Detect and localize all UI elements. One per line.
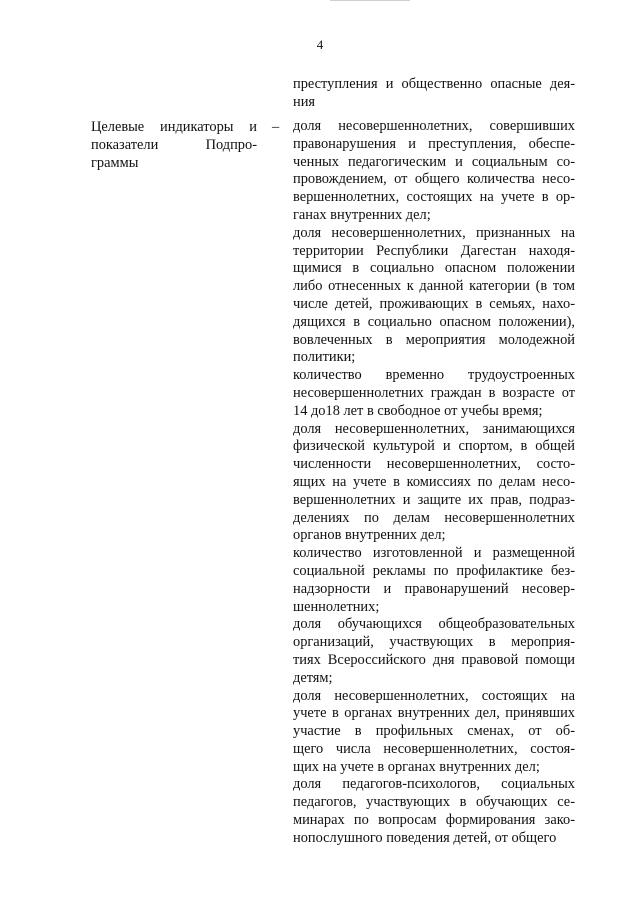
- row-label: [91, 118, 257, 173]
- indicator-line: ящих на учете в комиссиях по делам несо-: [293, 473, 575, 490]
- indicator-item: [293, 776, 575, 847]
- indicator-line: минарах по вопросам формирования зако-: [293, 812, 575, 829]
- row-label-line: Целевые индикаторы и: [91, 119, 257, 135]
- indicator-item: [293, 225, 575, 367]
- indicator-line: доля обучающихся общеобразовательных: [293, 616, 575, 633]
- list-dash: –: [272, 119, 280, 135]
- indicator-line: количество временно трудоустроенных: [293, 367, 575, 384]
- indicator-line: доля несовершеннолетних, совершивших: [293, 118, 575, 134]
- indicator-line: провождением, от общего количества несо-: [293, 171, 575, 188]
- indicator-line: педагогов, участвующих в обучающих се-: [293, 794, 575, 811]
- indicator-item: [293, 118, 575, 225]
- indicator-line: вовлеченных в мероприятия молодежной: [293, 331, 575, 348]
- continuation-line: преступления и общественно опасные дея-: [293, 76, 575, 92]
- indicator-line: организаций, участвующих в мероприя-: [293, 634, 575, 651]
- row-label-line: показатели Подпро-: [91, 137, 257, 154]
- indicator-line: детям;: [293, 669, 333, 686]
- indicator-line: щего числа несовершеннолетних, состоя-: [293, 740, 575, 757]
- indicator-line: участие в профильных сменах, от об-: [293, 723, 575, 740]
- page-number: 4: [316, 37, 324, 52]
- row-label-line: граммы: [91, 155, 139, 172]
- indicator-item: [293, 616, 575, 687]
- indicator-line: количество изготовленной и размещенной: [293, 545, 575, 562]
- indicator-line: нопослушного поведения детей, от общего: [293, 829, 557, 846]
- indicator-line: дящихся в социально опасном положении),: [293, 313, 575, 330]
- indicator-line: учете в органах внутренних дел, принявших: [293, 705, 575, 722]
- indicator-line: ганах внутренних дел;: [293, 206, 431, 223]
- indicator-line: органов внутренних дел;: [293, 527, 446, 544]
- indicator-line: территории Республики Дагестан находя-: [293, 242, 575, 259]
- indicator-item: [293, 545, 575, 616]
- indicator-line: численности несовершеннолетних, состо-: [293, 456, 575, 473]
- indicator-line: доля несовершеннолетних, состоящих на: [293, 687, 575, 704]
- indicator-item: [293, 367, 575, 420]
- indicator-item: [293, 688, 575, 777]
- continuation-text: [293, 75, 575, 111]
- indicator-item: [293, 421, 575, 546]
- indicator-line: делениях по делам несовершеннолетних: [293, 509, 575, 526]
- indicator-line: несовершеннолетних граждан в возрасте от: [293, 384, 575, 401]
- indicator-line: вершеннолетних, состоящих на учете в ор-: [293, 189, 575, 206]
- continuation-line: ния: [293, 94, 316, 111]
- indicator-line: политики;: [293, 349, 356, 366]
- indicator-line: числе детей, проживающих в семьях, нахо-: [293, 295, 575, 312]
- indicator-list: [293, 118, 575, 848]
- indicator-line: вершеннолетних и защите их прав, подраз-: [293, 491, 575, 508]
- indicator-line: тиях Всероссийского дня правовой помощи: [293, 651, 575, 668]
- indicator-line: физической культурой и спортом, в общей: [293, 438, 575, 455]
- indicator-line: 14 до18 лет в свободное от учебы время;: [293, 402, 543, 419]
- indicator-line: щих на учете в органах внутренних дел;: [293, 758, 540, 775]
- indicator-line: надзорности и правонарушений несовер-: [293, 580, 575, 597]
- indicator-line: правонарушения и преступления, обеспе-: [293, 135, 575, 152]
- indicator-line: доля педагогов-психологов, социальных: [293, 776, 575, 793]
- top-edge-line: [330, 0, 410, 1]
- indicator-line: щимися в социально опасном положении: [293, 260, 575, 277]
- indicator-line: доля несовершеннолетних, занимающихся: [293, 420, 575, 437]
- indicator-line: доля несовершеннолетних, признанных на: [293, 224, 575, 241]
- indicator-line: социальной рекламы по профилактике без-: [293, 562, 575, 579]
- indicator-line: шеннолетних;: [293, 598, 380, 615]
- indicator-line: ченных педагогическим и социальным со-: [293, 153, 575, 170]
- indicator-line: либо отнесенных к данной категории (в том: [293, 278, 575, 295]
